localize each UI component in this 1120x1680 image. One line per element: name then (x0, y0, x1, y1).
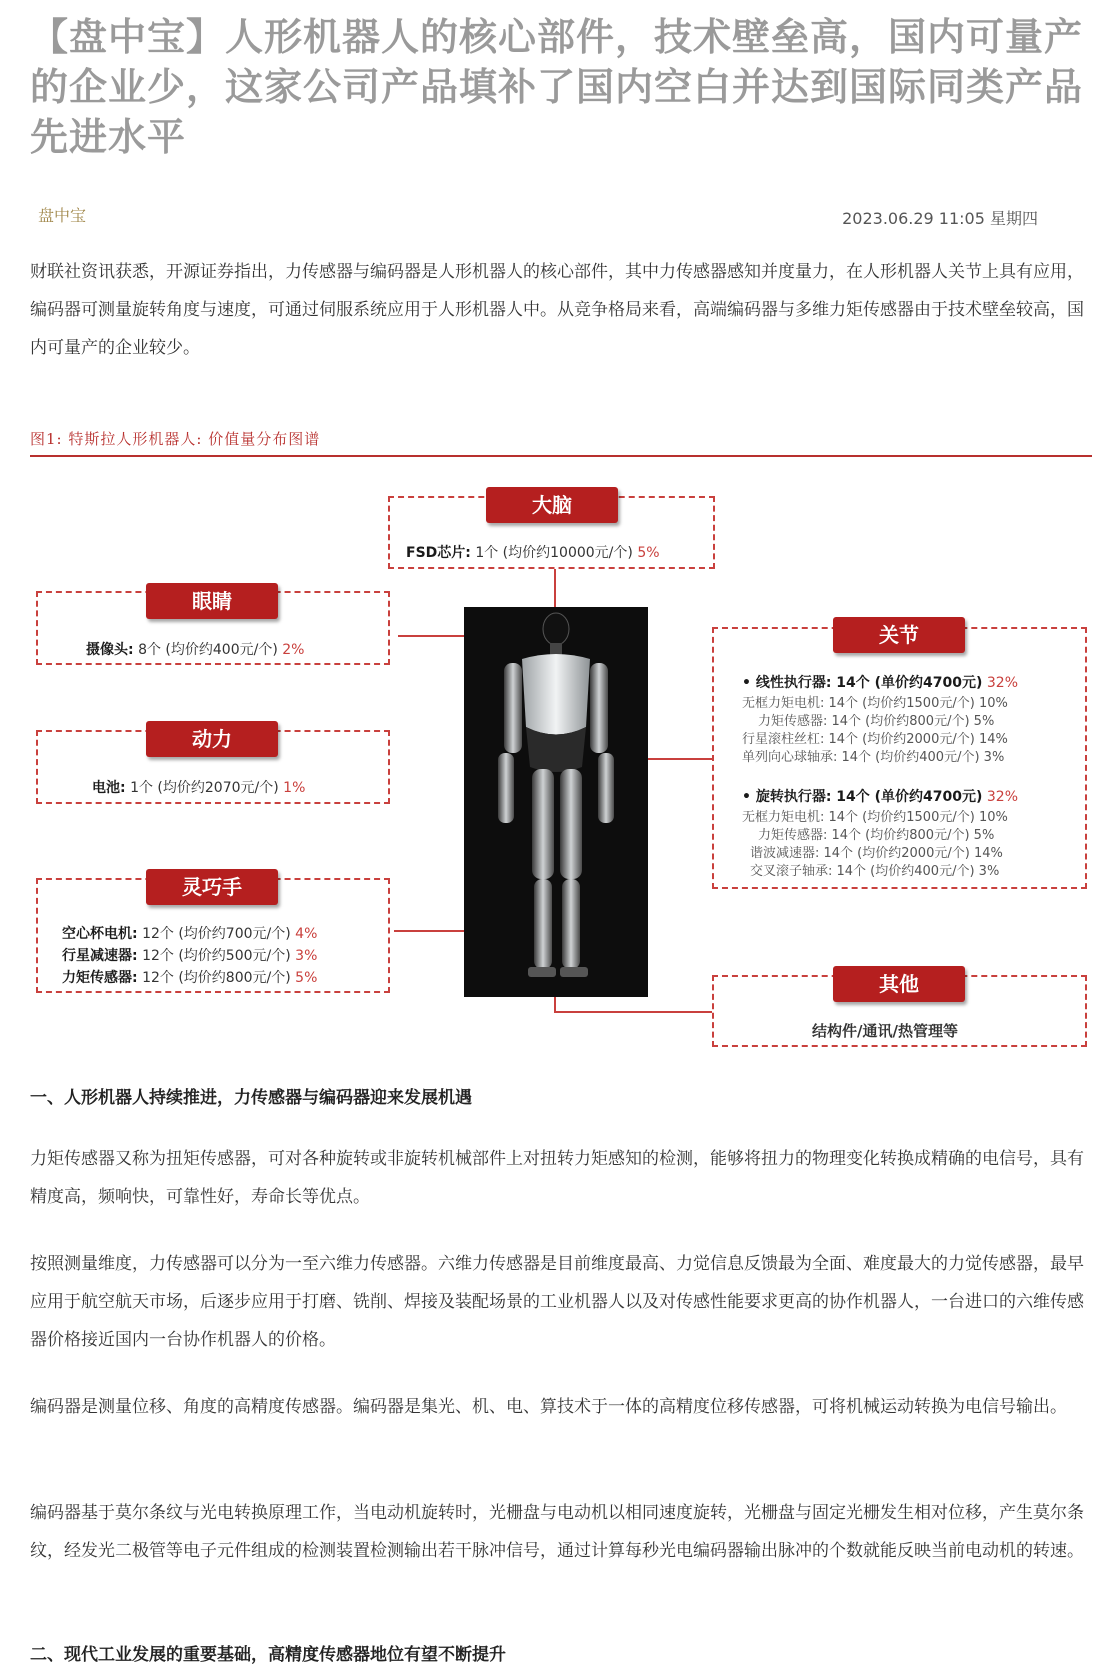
power-text: 1个 (均价约2070元/个) (130, 780, 279, 796)
power-tag: 动力 (146, 721, 278, 757)
joint-row-pct: 5% (973, 828, 995, 843)
figure-divider (30, 455, 1092, 457)
article-source[interactable]: 盘中宝 (38, 206, 87, 225)
other-text: 结构件/通讯/热管理等 (812, 1022, 958, 1040)
hand-row (62, 923, 317, 943)
joint-rotary-row (750, 842, 1003, 861)
joint-linear-row (742, 746, 1004, 765)
joint-row-pct: 3% (983, 750, 1005, 765)
eyes-tag: 眼睛 (146, 583, 278, 619)
joint-row-text: 交叉滚子轴承: 14个 (均价约400元/个) (750, 864, 975, 879)
eyes-pct: 2% (282, 642, 305, 658)
power-label: 电池: (92, 780, 126, 796)
joint-row-pct: 10% (978, 696, 1008, 711)
hand-row-text: 12个 (均价约800元/个) (142, 970, 291, 986)
hand-row-text: 12个 (均价约700元/个) (142, 926, 291, 942)
joint-row-pct: 10% (978, 810, 1008, 825)
eyes-label: 摄像头: (86, 642, 134, 658)
robot-image (464, 607, 648, 997)
joint-rotary-head (742, 786, 1018, 806)
hand-row (62, 967, 317, 987)
joint-row-text: 力矩传感器: 14个 (均价约800元/个) (758, 714, 970, 729)
power-line (92, 777, 305, 797)
hand-row-pct: 4% (295, 926, 318, 942)
brain-label: FSD芯片: (406, 545, 471, 561)
joint-row-pct: 5% (973, 714, 995, 729)
hand-row-label: 力矩传感器: (62, 970, 138, 986)
hand-row (62, 945, 317, 965)
joint-row-text: 无框力矩电机: 14个 (均价约1500元/个) (742, 810, 975, 825)
joint-row-pct: 14% (978, 732, 1008, 747)
joint-linear-head-text: • 线性执行器: 14个 (单价约4700元) (742, 675, 983, 691)
joint-row-text: 力矩传感器: 14个 (均价约800元/个) (758, 828, 970, 843)
brain-pct: 5% (637, 545, 660, 561)
joint-tag: 关节 (833, 617, 965, 653)
hand-row-label: 空心杯电机: (62, 926, 138, 942)
joint-row-text: 无框力矩电机: 14个 (均价约1500元/个) (742, 696, 975, 711)
brain-text: 1个 (均价约10000元/个) (475, 545, 633, 561)
joint-linear-row (742, 728, 1008, 747)
joint-linear-pct: 32% (986, 675, 1018, 691)
eyes-text: 8个 (均价约400元/个) (138, 642, 278, 658)
joint-row-text: 谐波减速器: 14个 (均价约2000元/个) (750, 846, 970, 861)
humanoid-robot-icon (464, 607, 648, 997)
section-heading: 二、现代工业发展的重要基础，高精度传感器地位有望不断提升 (30, 1645, 506, 1665)
hand-tag: 灵巧手 (146, 869, 278, 905)
body-paragraph: 编码器基于莫尔条纹与光电转换原理工作，当电动机旋转时，光栅盘与电动机以相同速度旋转，光栅盘与固定光栅发生相对位移，产生莫尔条纹，经发光二极管等电子元件组成的检测装置检测输出若干脉冲信号，通过计算每秒光电编码器输出脉冲的个数就能反映当前电动机的转速。 (30, 1503, 1084, 1561)
body-paragraph: 编码器是测量位移、角度的高精度传感器。编码器是集光、机、电、算技术于一体的高精度位移传感器，可将机械运动转换为电信号输出。 (30, 1397, 1067, 1417)
power-pct: 1% (283, 780, 306, 796)
body-paragraph: 按照测量维度，力传感器可以分为一至六维力传感器。六维力传感器是目前维度最高、力觉信息反馈最为全面、难度最大的力觉传感器，最早应用于航空航天市场，后逐步应用于打磨、铣削、焊接及装配场景的工业机器人以及对传感性能要求更高的协作机器人，一台进口的六维传感器价格接近国内一台协作机器人的价格。 (30, 1254, 1084, 1350)
joint-linear-row (742, 692, 1008, 711)
article-title: 【盘中宝】人形机器人的核心部件，技术壁垒高，国内可量产的企业少，这家公司产品填补了国内空白并达到国际同类产品先进水平 (30, 15, 1084, 159)
joint-row-pct: 14% (973, 846, 1003, 861)
section-heading: 一、人形机器人持续推进，力传感器与编码器迎来发展机遇 (30, 1088, 472, 1108)
hand-row-pct: 3% (295, 948, 318, 964)
brain-line (406, 542, 660, 562)
hand-row-text: 12个 (均价约500元/个) (142, 948, 291, 964)
joint-rotary-row (750, 860, 999, 879)
joint-rotary-head-text: • 旋转执行器: 14个 (单价约4700元) (742, 789, 983, 805)
hand-row-pct: 5% (295, 970, 318, 986)
hand-connector (394, 930, 464, 932)
joint-linear-row (758, 710, 994, 729)
brain-tag: 大脑 (486, 487, 618, 523)
body-paragraph: 力矩传感器又称为扭矩传感器，可对各种旋转或非旋转机械部件上对扭转力矩感知的检测，能够将扭力的物理变化转换成精确的电信号，具有精度高，频响快，可靠性好，寿命长等优点。 (30, 1149, 1084, 1207)
joint-rotary-row (758, 824, 994, 843)
joint-rotary-pct: 32% (986, 789, 1018, 805)
joint-connector (648, 758, 712, 760)
joint-row-text: 单列向心球轴承: 14个 (均价约400元/个) (742, 750, 980, 765)
article-datetime: 2023.06.29 11:05 星期四 (842, 209, 1038, 228)
joint-row-text: 行星滚柱丝杠: 14个 (均价约2000元/个) (742, 732, 975, 747)
figure-caption: 图1: 特斯拉人形机器人: 价值量分布图谱 (30, 430, 321, 448)
brain-connector (554, 569, 556, 607)
eyes-line (86, 639, 304, 659)
other-tag: 其他 (833, 966, 965, 1002)
joint-rotary-row (742, 806, 1008, 825)
joint-linear-head (742, 672, 1018, 692)
intro-paragraph: 财联社资讯获悉，开源证券指出，力传感器与编码器是人形机器人的核心部件，其中力传感器感知并度量力，在人形机器人关节上具有应用，编码器可测量旋转角度与速度，可通过伺服系统应用于人形机器人中。从竞争格局来看，高端编码器与多维力矩传感器由于技术壁垒较高，国内可量产的企业较少。 (30, 262, 1084, 358)
joint-row-pct: 3% (978, 864, 1000, 879)
hand-row-label: 行星减速器: (62, 948, 138, 964)
eyes-connector (398, 635, 464, 637)
other-connector-h (554, 1011, 712, 1013)
